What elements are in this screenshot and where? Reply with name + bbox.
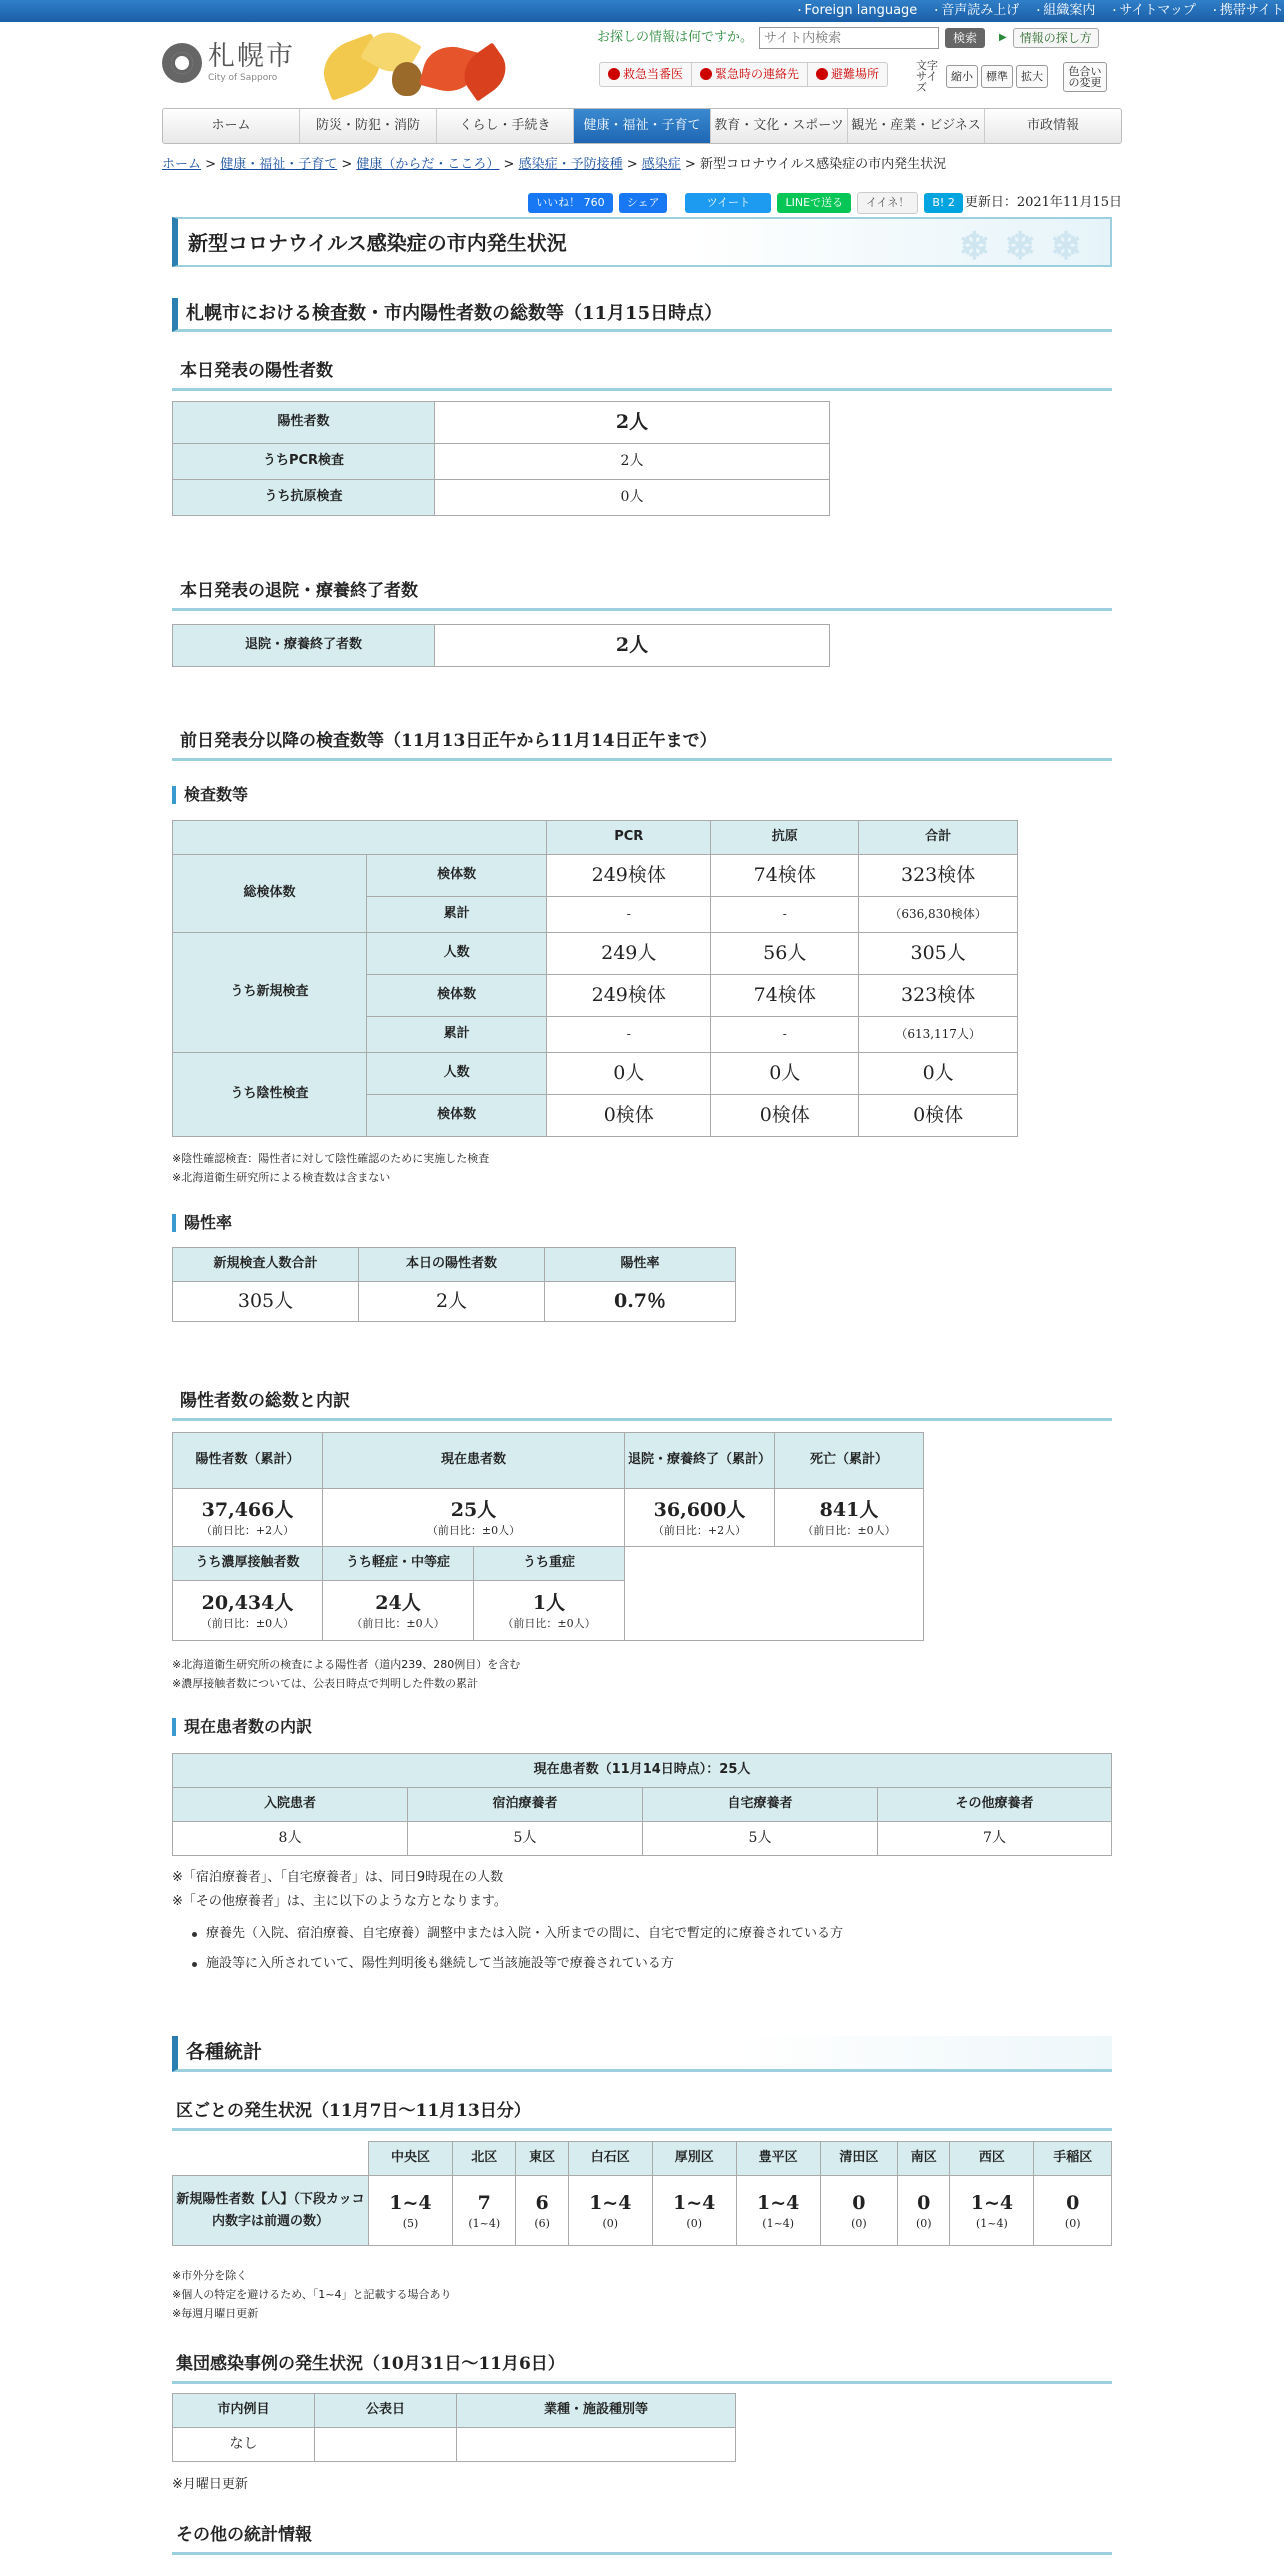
table-header: 退院・療養終了者数 [173,625,435,667]
global-nav [162,108,1122,144]
ward-cell [898,2176,950,2246]
note-text: ※毎週月曜日更新 [172,2307,259,2320]
font-size-label: 文字サイズ [916,59,938,94]
search-help-button[interactable]: 情報の探し方 [1013,28,1099,49]
ward-cell [652,2176,736,2246]
site-header [162,22,1122,108]
section-heading-statistics-text: 各種統計 [186,2041,263,2063]
table-cell: 2人 [435,402,830,444]
table-cell: 2人 [435,444,830,480]
hatena-bookmark-button[interactable]: B! 2 [924,193,962,212]
prev-text: (0) [915,2217,932,2231]
diff-text: （前日比：±0人） [351,1617,445,1631]
value-text: 25人 [450,1498,497,1521]
table-header: 死亡（累計） [775,1433,924,1489]
prev-text: (0) [602,2217,619,2231]
today-positive-table [172,401,830,516]
prev-text: (1~4) [762,2217,795,2231]
table-header: その他療養者 [878,1788,1112,1822]
table-cell: 0検体 [711,1095,859,1137]
table-header: 人数 [367,933,547,975]
table-header: 検体数 [367,975,547,1017]
table-cell: 8人 [173,1822,408,1856]
positive-breakdown-table [172,1546,924,1641]
breadcrumb-home[interactable]: ホーム [162,157,202,172]
ward-cell [950,2176,1034,2246]
mixi-iine-button[interactable]: イイネ！ [857,192,918,213]
table-header: 本日の陽性者数 [359,1248,545,1282]
heading-ward-cases: 区ごとの発生状況（11月7日～11月13日分） [172,2100,1112,2131]
table-cell [315,2428,457,2462]
heading-today-recovered: 本日発表の退院・療養終了者数 [172,580,1112,611]
ward-cell [452,2176,516,2246]
table-cell: 305人 [173,1282,359,1322]
table-cell: 74検体 [711,975,859,1017]
nav-education[interactable]: 教育・文化・スポーツ [711,109,848,143]
table-header: 陽性率 [545,1248,736,1282]
voice-reading-link[interactable]: ・ 音声読み上げ [931,2,1019,20]
ward-header: 東区 [516,2142,568,2176]
nav-tourism[interactable]: 観光・産業・ビジネス [848,109,985,143]
search-input[interactable] [759,27,939,49]
empty-cell [625,1547,924,1641]
table-cell: （613,117人） [859,1017,1018,1053]
table-cell: 249検体 [547,855,711,897]
nav-disaster[interactable]: 防災・防犯・消防 [300,109,437,143]
snowflake-decoration-icon: ❄❄❄ [958,223,1096,268]
list-item: 施設等に入所されていて、陽性判明後も継続して当該施設等で療養されている方 [172,1952,843,1976]
site-logo[interactable] [162,42,295,85]
table-cell: 0検体 [859,1095,1018,1137]
current-patients-table [172,1753,1112,1856]
value-text: 0 [1066,2191,1080,2214]
value-text: 20,434人 [201,1591,294,1614]
table-header: うち濃厚接触者数 [173,1547,323,1581]
evacuation-icon [816,68,828,80]
table-header: 現在患者数 [323,1433,625,1489]
prev-text: (1~4) [976,2217,1008,2231]
table-cell: なし [173,2428,315,2462]
value-text: 1~4 [970,2191,1014,2214]
breadcrumb-infection[interactable]: 感染症 [641,157,681,172]
ward-header: 南区 [898,2142,950,2176]
note-text: ※濃厚接触者数については、公表日時点で判明した件数の累計 [172,1677,478,1690]
nav-home[interactable]: ホーム [163,109,300,143]
table-cell: （636,830検体） [859,897,1018,933]
prev-text: (0) [686,2217,703,2231]
table-header: 累計 [367,1017,547,1053]
table-header: うちPCR検査 [173,444,435,480]
value-text: 1~4 [389,2191,432,2214]
font-normal-button[interactable]: 標準 [981,65,1013,88]
table-cell: - [711,897,859,933]
heading-other-statistics: その他の統計情報 [172,2524,1112,2555]
table-header: 入院患者 [173,1788,408,1822]
table-header: うち軽症・中等症 [323,1547,474,1581]
table-header: 公表日 [315,2394,457,2428]
table-header: 陽性者数 [173,402,435,444]
ward-header: 西区 [950,2142,1034,2176]
table-cell: 56人 [711,933,859,975]
value-text: 37,466人 [201,1498,294,1521]
city-emblem-icon [162,43,202,83]
value-text: 1人 [532,1591,566,1614]
breadcrumb-current: 新型コロナウイルス感染症の市内発生状況 [699,157,947,172]
table-header [173,821,547,855]
table-cell [775,1489,924,1547]
note-text: ※「宿泊療養者」、「自宅療養者」は、同日9時現在の人数 [172,1870,504,1885]
page-title-text: 新型コロナウイルス感染症の市内発生状況 [188,231,567,255]
table-cell [173,1581,323,1641]
ward-cell [736,2176,820,2246]
table-cell: - [547,1017,711,1053]
site-search [597,27,1099,49]
table-cell [323,1489,625,1547]
table-cell: 249検体 [547,975,711,1017]
color-change-button[interactable]: 色合いの変更 [1063,62,1107,92]
prev-text: (5) [402,2217,419,2231]
table-cell: 323検体 [859,975,1018,1017]
line-share-button[interactable]: LINEで送る [777,193,851,212]
ward-header: 中央区 [369,2142,453,2176]
prev-text: (0) [1064,2217,1081,2231]
autumn-leaves-decoration [312,28,522,106]
evacuation-site-link[interactable]: 避難場所 [808,63,887,86]
test-notes [172,1149,489,1187]
updated-date: 更新日：2021年11月15日 [964,194,1122,210]
logo-sub: City of Sapporo [208,73,278,83]
heading-positivity-rate: 陽性率 [172,1214,232,1232]
nav-city[interactable]: 市政情報 [1026,117,1079,133]
value-text: 1~4 [589,2191,632,2214]
prev-text: (1~4) [468,2217,501,2231]
heading-current-patients: 現在患者数の内訳 [172,1718,312,1736]
value-text: 1~4 [673,2191,716,2214]
emergency-contact-link[interactable]: 緊急時の連絡先 [692,63,808,86]
ward-cell [369,2176,453,2246]
section-heading-statistics [172,2036,1112,2072]
nav-health[interactable]: 健康・福祉・子育て [574,109,711,143]
diff-text: （前日比：±0人） [426,1524,521,1538]
value-text: 24人 [375,1591,421,1614]
font-smaller-button[interactable]: 縮小 [946,65,978,88]
positive-totals-table [172,1432,924,1547]
ward-cell [1034,2176,1112,2246]
table-header: 総検体数 [173,855,367,933]
heading-tests-period: 前日発表分以降の検査数等（11月13日正午から11月14日正午まで） [172,730,1112,761]
table-cell: 7人 [878,1822,1112,1856]
table-header: 市内例目 [173,2394,315,2428]
phone-icon [700,68,712,80]
table-header: 抗原 [711,821,859,855]
positivity-rate-table [172,1247,736,1322]
table-cell: 0.7％ [545,1282,736,1322]
emergency-doctor-link[interactable]: 救急当番医 [600,63,692,86]
ward-cell [568,2176,652,2246]
diff-text: （前日比：+2人） [652,1524,747,1538]
heading-positive-totals: 陽性者数の総数と内訳 [172,1390,1112,1421]
heading-today-positive: 本日発表の陽性者数 [172,360,1112,391]
breadcrumb-vaccination[interactable]: 感染症・予防接種 [518,157,623,172]
note-text: ※市外分を除く [172,2269,248,2282]
note-text: ※陰性確認検査：陽性者に対して陰性確認のために実施した検査 [172,1152,490,1165]
heading-cluster-cases: 集団感染事例の発生状況（10月31日～11月6日） [172,2353,1112,2384]
empty-header [173,2142,369,2176]
table-cell: 323検体 [859,855,1018,897]
table-cell [323,1581,474,1641]
page-title [172,217,1112,267]
table-cell [173,1489,323,1547]
social-buttons [172,192,1122,213]
table-header: うち新規検査 [173,933,367,1053]
font-larger-button[interactable]: 拡大 [1016,65,1048,88]
table-cell: 5人 [408,1822,643,1856]
list-item: 療養先（入院、宿泊療養、自宅療養）調整中または入院・入所までの間に、自宅で暫定的に療養されている方 [172,1922,843,1946]
cluster-cases-table [172,2393,736,2462]
table-header: 累計 [367,897,547,933]
emergency-icon [608,68,620,80]
ward-header: 手稲区 [1034,2142,1112,2176]
table-cell: 0人 [711,1053,859,1095]
tweet-button[interactable]: ツイート [685,193,771,212]
table-header: 新規検査人数合計 [173,1248,359,1282]
value-text: 1~4 [757,2191,800,2214]
today-recovered-table [172,624,830,667]
table-cell [457,2428,736,2462]
test-counts-table [172,820,1018,1137]
table-cell: 0人 [859,1053,1018,1095]
table-cell: 0人 [435,480,830,516]
emergency-links [599,62,888,87]
ward-notes [172,2266,452,2323]
facebook-like-button[interactable]: いいね！ 760 [528,193,613,212]
value-text: 841人 [819,1498,879,1521]
ward-header: 清田区 [820,2142,897,2176]
cluster-note: ※月曜日更新 [172,2477,248,2492]
table-cell [625,1489,775,1547]
diff-text: （前日比：±0人） [200,1617,295,1631]
organization-link[interactable]: ・ 組織案内 [1033,2,1095,20]
note-text: ※個人の特定を避けるため、「1~4」と記載する場合あり [172,2288,452,2301]
table-caption: 現在患者数（11月14日時点）：25人 [173,1754,1112,1788]
value-text: 6 [535,2191,549,2214]
table-header: 陽性者数（累計） [173,1433,323,1489]
value-text: 0 [852,2191,866,2214]
prev-text: (6) [534,2217,550,2231]
diff-text: （前日比：±0人） [502,1617,596,1631]
table-cell: 305人 [859,933,1018,975]
table-cell: - [547,897,711,933]
value-text: 7 [477,2191,491,2214]
section-heading-tests: 札幌市における検査数・市内陽性者数の総数等（11月15日時点） [172,298,1112,332]
value-text: 36,600人 [653,1498,746,1521]
logo-name: 札幌市 [208,41,295,72]
table-header: 人数 [367,1053,547,1095]
breadcrumb-health[interactable]: 健康・福祉・子育て [220,157,338,172]
ward-header: 豊平区 [736,2142,820,2176]
prev-text: (0) [851,2217,867,2231]
table-header: 検体数 [367,855,547,897]
ward-row-label: 新規陽性者数【人】（下段カッコ内数字は前週の数） [173,2176,369,2246]
table-cell: 249人 [547,933,711,975]
ward-header: 白石区 [568,2142,652,2176]
ward-cases-table [172,2141,1112,2246]
current-notes [172,1866,843,1976]
table-header: うち抗原検査 [173,480,435,516]
ward-header: 北区 [452,2142,516,2176]
table-header: うち陰性検査 [173,1053,367,1137]
search-label: お探しの情報は何ですか。 [597,29,754,45]
arrow-right-icon: ▶ [999,32,1007,43]
heading-test-counts: 検査数等 [172,786,248,804]
table-cell: 0検体 [547,1095,711,1137]
mobile-site-link[interactable]: ・ 携帯サイト [1210,2,1284,20]
font-size-controls [916,60,1110,93]
nav-living[interactable]: くらし・手続き [437,109,574,143]
foreign-language-link[interactable]: ・ Foreign language [795,2,918,20]
table-cell: 2人 [359,1282,545,1322]
table-header: PCR [547,821,711,855]
table-header: 合計 [859,821,1018,855]
totals-notes [172,1655,520,1693]
table-cell: - [711,1017,859,1053]
table-cell [474,1581,625,1641]
table-header: うち重症 [474,1547,625,1581]
search-button[interactable]: 検索 [945,28,985,49]
note-text: ※「その他療養者」は、主に以下のような方となります。 [172,1894,507,1909]
ward-cell [820,2176,897,2246]
breadcrumb-body[interactable]: 健康（からだ・こころ） [356,157,500,172]
table-cell: 0人 [547,1053,711,1095]
sitemap-link[interactable]: ・ サイトマップ [1109,2,1196,20]
table-cell: 74検体 [711,855,859,897]
value-text: 0 [917,2191,931,2214]
table-header: 業種・施設種別等 [457,2394,736,2428]
table-header: 宿泊療養者 [408,1788,643,1822]
ward-header: 厚別区 [652,2142,736,2176]
table-cell: 5人 [643,1822,878,1856]
diff-text: （前日比：±0人） [802,1524,896,1538]
diff-text: （前日比：+2人） [200,1524,295,1538]
table-header: 退院・療養終了（累計） [625,1433,775,1489]
table-header: 自宅療養者 [643,1788,878,1822]
breadcrumb: ホーム > 健康・福祉・子育て > 健康（からだ・こころ） > 感染症・予防接種 > 感染症 > 新型コロナウイルス感染症の市内発生状況 [162,157,947,172]
note-text: ※北海道衛生研究所の検査による陽性者（道内239、280例目）を含む [172,1658,521,1671]
note-text: ※北海道衛生研究所による検査数は含まない [172,1171,391,1184]
top-bar [0,0,1284,22]
table-cell: 2人 [435,625,830,667]
table-header: 検体数 [367,1095,547,1137]
facebook-share-button[interactable]: シェア [619,193,668,212]
ward-cell [516,2176,568,2246]
